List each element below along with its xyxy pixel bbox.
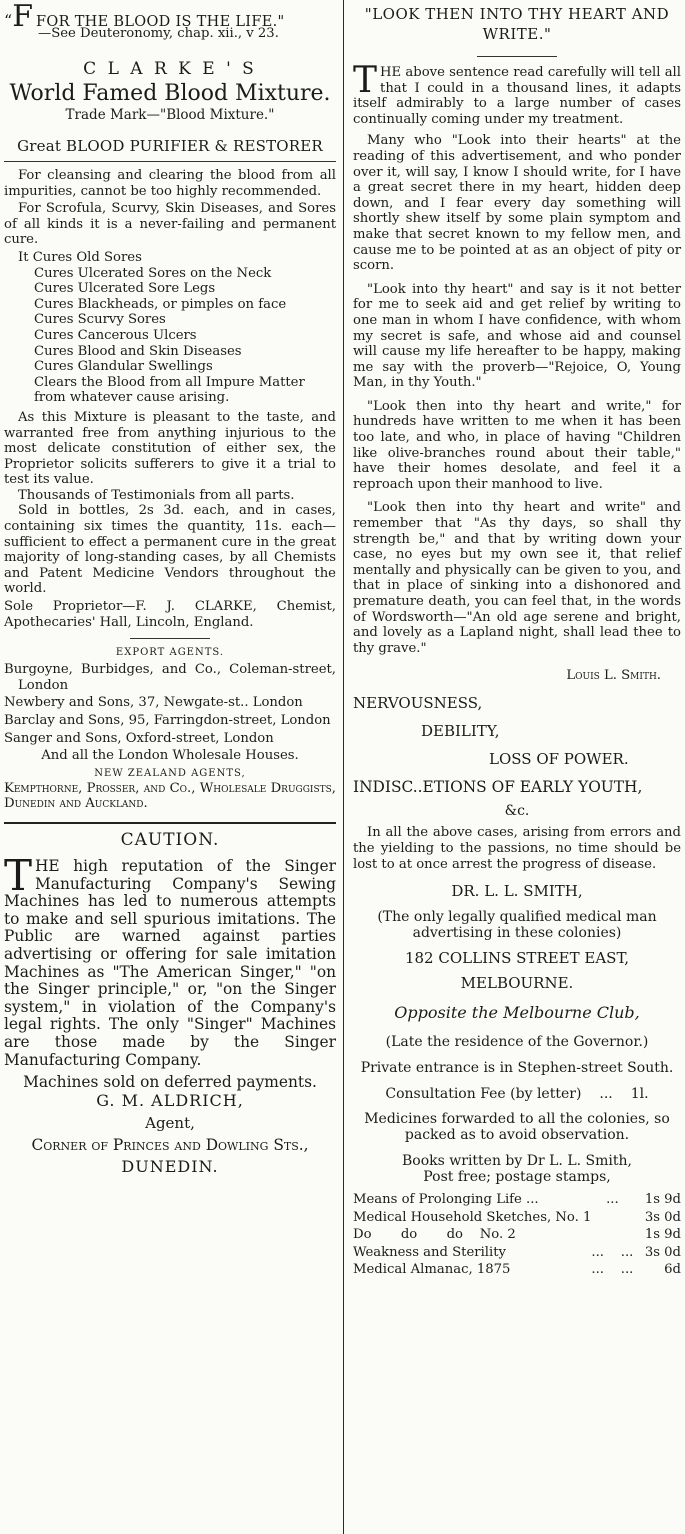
wholesale-houses: And all the London Wholesale Houses. (41, 748, 299, 764)
purifier-subtitle: Great BLOOD PURIFIER & RESTORER (17, 137, 323, 155)
street-address: 182 COLLINS STREET EAST, (404, 949, 630, 968)
book-dots: ... ... (591, 1262, 634, 1278)
cures-list (4, 250, 336, 406)
prices-paragraph: Sold in bottles, 2s 3d. each, and in cases, containing six times the quantity, 11s. each—sufficient to effect a permanent cure in the great majority of long-standing cases, by all Chemists and Patent Medicine Vendors throughout the world. (4, 503, 336, 597)
testimonials: Thousands of Testimonials from all parts. (18, 487, 295, 503)
cure-item: Cures Cancerous Ulcers (34, 327, 197, 343)
agent-title: Agent, (145, 1114, 195, 1133)
agent-entry: Barclay and Sons, 95, Farringdon-street, London (4, 713, 331, 728)
column-divider (343, 0, 344, 1534)
cure-item: Cures Glandular Swellings (34, 359, 213, 375)
look-heading: "LOOK THEN INTO THY HEART AND WRITE." (364, 5, 670, 43)
book-title: Medical Household Sketches, No. 1 (353, 1209, 592, 1225)
caution-advert (4, 830, 336, 1177)
book-row (353, 1209, 681, 1227)
look-dropcap: T (353, 60, 378, 101)
book-price: 1s 9d (644, 1192, 681, 1208)
section-rule (4, 822, 336, 824)
books-heading: Books written by Dr L. L. Smith, (402, 1153, 632, 1170)
caution-heading: CAUTION. (120, 829, 220, 850)
etc: &c. (504, 803, 530, 820)
nz-agents-heading: NEW ZEALAND AGENTS, (94, 767, 246, 779)
book-price: 3s 0d (644, 1209, 681, 1225)
agent-entry: Sanger and Sons, Oxford-street, London (4, 730, 274, 746)
medicines-forwarded: Medicines forwarded to all the colonies, so packed as to avoid observation. (364, 1111, 670, 1144)
agent-city: DUNEDIN. (121, 1157, 219, 1177)
book-title: Means of Prolonging Life ... (353, 1192, 539, 1208)
rule (130, 638, 210, 639)
loss-of-power: LOSS OF POWER. (489, 750, 629, 769)
book-price: 1s 9d (644, 1227, 681, 1243)
product-title: World Famed Blood Mixture. (9, 81, 331, 106)
clarke-paragraph-2: For Scrofula, Scurvy, Skin Diseases, and Sores of all kinds it is a never-failing and permanent cure. (4, 201, 336, 248)
clarke-advert (4, 0, 336, 812)
clarke-name: C L A R K E ' S (83, 59, 257, 79)
right-column (349, 0, 685, 1534)
cure-item: Cures Scurvy Sores (34, 312, 166, 328)
agent-name: G. M. ALDRICH, (96, 1091, 244, 1111)
caution-body: THE high reputation of the Singer Manufacturing Company's Sewing Machines has led to numerous attempts to make and sell spurious imitations. The Public are warned against parties advertising or offering for sale imitation Machines as "The American Singer," "on the Singer principle," or, "on the Singer system," in violation of the Company's legal rights. The only "Singer" Machines are those made by the Singer Manufacturing Company. (4, 850, 336, 1069)
cure-item: Cures Ulcerated Sore Legs (34, 281, 216, 297)
book-row (353, 1226, 681, 1244)
city: MELBOURNE. (460, 974, 574, 993)
book-price: 3s 0d (644, 1244, 681, 1260)
qualified-note: (The only legally qualified medical man advertising in these colonies) (377, 909, 657, 942)
cases-paragraph: In all the above cases, arising from errors and the yielding to the passions, no time should be lost to at once arrest the progress of disease. (353, 825, 681, 872)
book-dots: ... ... (591, 1244, 634, 1260)
fee-dots: ... (599, 1086, 613, 1103)
signature: Louis L. Smith. (566, 668, 661, 684)
look-paragraph-5: "Look then into thy heart and write" and remember that "As thy days, so shall thy strength be," and that by writing down your case, no eyes but my own see it, that relief mentally and physically can be given to you, and that in place of sinking into a dishonored and premature death, you can feel that, in the words of Wordsworth—"An old age serene and bright, and lovely as a Lapland night, shall lead thee to thy grave." (353, 500, 681, 656)
consultation-fee (353, 1085, 681, 1103)
nz-agents: Kempthorne, Prosser, and Co., Wholesale Druggists, Dunedin and Auckland. (4, 780, 336, 812)
rule (477, 56, 557, 57)
debility: DEBILITY, (421, 722, 500, 741)
cure-item: Cures Ulcerated Sores on the Neck (34, 265, 272, 281)
late-residence: (Late the residence of the Governor.) (385, 1034, 649, 1051)
book-dots: ... (606, 1192, 619, 1208)
books-price-list (353, 1191, 681, 1279)
caution-dropcap: T (4, 850, 33, 900)
book-row (353, 1261, 681, 1279)
indiscretions: INDISC..ETIONS OF EARLY YOUTH, (353, 778, 643, 797)
rule (4, 161, 336, 162)
clarke-paragraph-1: For cleansing and clearing the blood from all impurities, cannot be too highly recommended. (4, 168, 336, 199)
cure-item: Cures Blood and Skin Diseases (34, 343, 242, 359)
look-paragraph-1: THE above sentence read carefully will tell all that I could in a thousand lines, it adapts itself admirably to a large number of cases continually coming under my treatment. (353, 60, 681, 127)
book-dots (591, 1209, 633, 1227)
cure-item: It Cures Old Sores (18, 249, 142, 265)
clarke-paragraph-3: As this Mixture is pleasant to the taste, and warranted free from anything injurious to the most delicate constitution of either sex, the Proprietor solicits sufferers to give it a trial to test its value. (4, 409, 336, 488)
look-paragraph-4: "Look then into thy heart and write," for hundreds have written to me when it has been too late, and who, in place of having "Children like olive-branches round about their table," have their homes desolate, and feel it a reproach upon their manhood to live. (353, 398, 681, 492)
private-entrance: Private entrance is in Stephen-street South. (360, 1060, 674, 1077)
deferred-payments: Machines sold on deferred payments. (23, 1073, 317, 1092)
motto-dropcap: F (12, 0, 34, 34)
book-title: Weakness and Sterility (353, 1244, 506, 1260)
motto-reference: —See Deuteronomy, chap. xii., v 23. (38, 26, 279, 41)
motto-block: “F FOR THE BLOOD IS THE LIFE." —See Deuteronomy, chap. xii., v 23. (4, 4, 336, 41)
look-paragraph-3: "Look into thy heart" and say is it not better for me to seek aid and get relief by writing to one man in whom I have confidence, with whom my secret is safe, and whose aid and counsel will cause my life hereafter to be happy, making me say with the proverb—"Rejoice, O, Young Man, in thy Youth." (353, 281, 681, 391)
agent-entry: Newbery and Sons, 37, Newgate-st.. London (4, 695, 303, 711)
left-column (0, 0, 340, 1534)
book-title: Medical Almanac, 1875 (353, 1262, 511, 1278)
export-agents-list (4, 662, 336, 746)
fee-value: 1l. (630, 1086, 649, 1103)
agent-entry: Burgoyne, Burbidges, and Co., Coleman-street, London (4, 662, 336, 693)
doctor-name: DR. L. L. SMITH, (451, 882, 583, 901)
cure-item: Clears the Blood from all Impure Matter from whatever cause arising. (34, 374, 305, 406)
book-title: Do do do No. 2 (353, 1227, 516, 1243)
book-row (353, 1244, 681, 1262)
export-agents-heading: EXPORT AGENTS. (115, 647, 225, 659)
book-dots (591, 1226, 633, 1244)
book-price: 6d (664, 1262, 681, 1278)
motto: FOR THE BLOOD IS THE LIFE." (36, 14, 285, 30)
book-row (353, 1191, 681, 1209)
opposite-club: Opposite the Melbourne Club, (394, 1003, 640, 1023)
agent-address: Corner of Princes and Dowling Sts., (31, 1136, 309, 1155)
nervousness: NERVOUSNESS, (353, 694, 483, 713)
books-subheading: Post free; postage stamps, (423, 1169, 611, 1186)
look-paragraph-2: Many who "Look into their hearts" at the reading of this advertisement, and who ponder over it, will say, I know I should write, for I have a great secret there in my heart, hidden deep down, and I fear every day something will shortly shew itself by some plain symptom and make that secret known to my fellow men, and cause me to be pointed at as an object of pity or scorn. (353, 133, 681, 274)
fee-label: Consultation Fee (by letter) (385, 1086, 582, 1103)
cure-item: Cures Blackheads, or pimples on face (34, 296, 287, 312)
trademark: Trade Mark—"Blood Mixture." (65, 107, 275, 123)
sole-proprietor: Sole Proprietor—F. J. CLARKE, Chemist, Apothecaries' Hall, Lincoln, England. (4, 599, 336, 630)
